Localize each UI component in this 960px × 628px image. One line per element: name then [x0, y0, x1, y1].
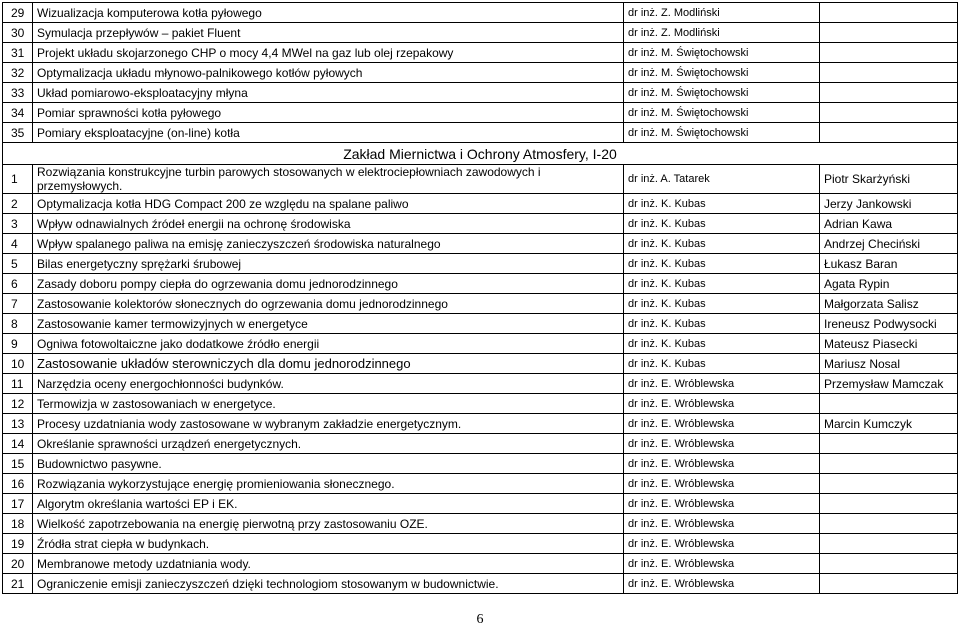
row-number: 11 — [3, 374, 33, 394]
supervisor-cell: dr inż. E. Wróblewska — [624, 514, 820, 534]
supervisor-cell: dr inż. E. Wróblewska — [624, 554, 820, 574]
supervisor-cell: dr inż. E. Wróblewska — [624, 474, 820, 494]
table-row — [3, 514, 958, 534]
topic-cell: Ograniczenie emisji zanieczyszczeń dzięki technologiom stosowanym w budownictwie. — [33, 574, 624, 594]
student-cell — [820, 434, 958, 454]
bottom-rows — [3, 165, 958, 594]
student-cell — [820, 494, 958, 514]
student-cell: Adrian Kawa — [820, 214, 958, 234]
student-cell: Mariusz Nosal — [820, 354, 958, 374]
topic-cell: Pomiar sprawności kotła pyłowego — [33, 103, 624, 123]
table-row — [3, 103, 958, 123]
table-row — [3, 454, 958, 474]
table-row — [3, 23, 958, 43]
row-number: 35 — [3, 123, 33, 143]
topic-cell: Optymalizacja układu młynowo-palnikowego kotłów pyłowych — [33, 63, 624, 83]
student-cell: Piotr Skarżyński — [820, 165, 958, 194]
student-cell — [820, 123, 958, 143]
table-row — [3, 354, 958, 374]
table-row — [3, 294, 958, 314]
table-row — [3, 274, 958, 294]
student-cell: Ireneusz Podwysocki — [820, 314, 958, 334]
supervisor-cell: dr inż. M. Świętochowski — [624, 43, 820, 63]
row-number: 14 — [3, 434, 33, 454]
supervisor-cell: dr inż. E. Wróblewska — [624, 574, 820, 594]
supervisor-cell: dr inż. E. Wróblewska — [624, 434, 820, 454]
topic-cell: Wpływ spalanego paliwa na emisję zanieczyszczeń środowiska naturalnego — [33, 234, 624, 254]
table-row — [3, 574, 958, 594]
topic-cell: Termowizja w zastosowaniach w energetyce. — [33, 394, 624, 414]
row-number: 34 — [3, 103, 33, 123]
student-cell — [820, 23, 958, 43]
student-cell — [820, 474, 958, 494]
supervisor-cell: dr inż. E. Wróblewska — [624, 414, 820, 434]
student-cell — [820, 554, 958, 574]
supervisor-cell: dr inż. M. Świętochowski — [624, 103, 820, 123]
table-row — [3, 43, 958, 63]
supervisor-cell: dr inż. K. Kubas — [624, 314, 820, 334]
topic-cell: Procesy uzdatniania wody zastosowane w wybranym zakładzie energetycznym. — [33, 414, 624, 434]
student-cell: Łukasz Baran — [820, 254, 958, 274]
student-cell — [820, 574, 958, 594]
topic-cell: Pomiary eksploatacyjne (on-line) kotła — [33, 123, 624, 143]
topic-cell: Zastosowanie kamer termowizyjnych w energetyce — [33, 314, 624, 334]
supervisor-cell: dr inż. K. Kubas — [624, 274, 820, 294]
table-row — [3, 394, 958, 414]
top-rows — [3, 3, 958, 143]
topic-cell: Wizualizacja komputerowa kotła pyłowego — [33, 3, 624, 23]
row-number: 12 — [3, 394, 33, 414]
supervisor-cell: dr inż. K. Kubas — [624, 234, 820, 254]
student-cell: Andrzej Checiński — [820, 234, 958, 254]
student-cell: Agata Rypin — [820, 274, 958, 294]
supervisor-cell: dr inż. K. Kubas — [624, 254, 820, 274]
row-number: 3 — [3, 214, 33, 234]
table-row — [3, 534, 958, 554]
row-number: 8 — [3, 314, 33, 334]
supervisor-cell: dr inż. M. Świętochowski — [624, 63, 820, 83]
table-row — [3, 314, 958, 334]
student-cell — [820, 63, 958, 83]
supervisor-cell: dr inż. K. Kubas — [624, 194, 820, 214]
topic-cell: Budownictwo pasywne. — [33, 454, 624, 474]
table-row — [3, 234, 958, 254]
table-row — [3, 165, 958, 194]
thesis-topics-table — [2, 2, 958, 594]
table-row — [3, 123, 958, 143]
table-row — [3, 83, 958, 103]
table-row — [3, 334, 958, 354]
row-number: 32 — [3, 63, 33, 83]
row-number: 18 — [3, 514, 33, 534]
topic-cell: Ogniwa fotowoltaiczne jako dodatkowe źródło energii — [33, 334, 624, 354]
supervisor-cell: dr inż. E. Wróblewska — [624, 394, 820, 414]
topic-cell: Źródła strat ciepła w budynkach. — [33, 534, 624, 554]
supervisor-cell: dr inż. Z. Modliński — [624, 23, 820, 43]
table-row — [3, 414, 958, 434]
row-number: 10 — [3, 354, 33, 374]
student-cell — [820, 43, 958, 63]
table-row — [3, 63, 958, 83]
supervisor-cell: dr inż. E. Wróblewska — [624, 534, 820, 554]
row-number: 17 — [3, 494, 33, 514]
supervisor-cell: dr inż. K. Kubas — [624, 334, 820, 354]
row-number: 20 — [3, 554, 33, 574]
topic-cell: Wielkość zapotrzebowania na energię pierwotną przy zastosowaniu OZE. — [33, 514, 624, 534]
student-cell — [820, 534, 958, 554]
row-number: 13 — [3, 414, 33, 434]
student-cell — [820, 83, 958, 103]
table-row — [3, 474, 958, 494]
supervisor-cell: dr inż. E. Wróblewska — [624, 454, 820, 474]
supervisor-cell: dr inż. M. Świętochowski — [624, 123, 820, 143]
supervisor-cell: dr inż. E. Wróblewska — [624, 374, 820, 394]
page-number: 6 — [476, 612, 484, 627]
topic-cell: Układ pomiarowo-eksploatacyjny młyna — [33, 83, 624, 103]
row-number: 33 — [3, 83, 33, 103]
topic-cell: Zasady doboru pompy ciepła do ogrzewania domu jednorodzinnego — [33, 274, 624, 294]
student-cell — [820, 454, 958, 474]
row-number: 31 — [3, 43, 33, 63]
table-row — [3, 494, 958, 514]
table-row — [3, 254, 958, 274]
row-number: 1 — [3, 165, 33, 194]
student-cell: Małgorzata Salisz — [820, 294, 958, 314]
student-cell — [820, 3, 958, 23]
student-cell: Mateusz Piasecki — [820, 334, 958, 354]
table-row — [3, 434, 958, 454]
student-cell: Jerzy Jankowski — [820, 194, 958, 214]
topic-cell: Membranowe metody uzdatniania wody. — [33, 554, 624, 574]
topic-cell: Projekt układu skojarzonego CHP o mocy 4,4 MWel na gaz lub olej rzepakowy — [33, 43, 624, 63]
topic-cell: Symulacja przepływów – pakiet Fluent — [33, 23, 624, 43]
row-number: 9 — [3, 334, 33, 354]
table-row — [3, 194, 958, 214]
row-number: 29 — [3, 3, 33, 23]
topic-cell: Algorytm określania wartości EP i EK. — [33, 494, 624, 514]
topic-cell: Zastosowanie układów sterowniczych dla domu jednorodzinnego — [33, 354, 624, 374]
topic-cell: Rozwiązania wykorzystujące energię promieniowania słonecznego. — [33, 474, 624, 494]
topic-cell: Wpływ odnawialnych źródeł energii na ochronę środowiska — [33, 214, 624, 234]
section-header-group — [3, 143, 958, 165]
section-title: Zakład Miernictwa i Ochrony Atmosfery, I-20 — [3, 143, 958, 165]
row-number: 4 — [3, 234, 33, 254]
table-row — [3, 554, 958, 574]
row-number: 5 — [3, 254, 33, 274]
table-row — [3, 3, 958, 23]
row-number: 6 — [3, 274, 33, 294]
row-number: 16 — [3, 474, 33, 494]
student-cell: Marcin Kumczyk — [820, 414, 958, 434]
row-number: 30 — [3, 23, 33, 43]
supervisor-cell: dr inż. A. Tatarek — [624, 165, 820, 194]
student-cell — [820, 103, 958, 123]
row-number: 19 — [3, 534, 33, 554]
supervisor-cell: dr inż. K. Kubas — [624, 214, 820, 234]
topic-cell: Narzędzia oceny energochłonności budynków. — [33, 374, 624, 394]
topic-cell: Bilas energetyczny sprężarki śrubowej — [33, 254, 624, 274]
supervisor-cell: dr inż. M. Świętochowski — [624, 83, 820, 103]
row-number: 7 — [3, 294, 33, 314]
table-row — [3, 374, 958, 394]
supervisor-cell: dr inż. E. Wróblewska — [624, 494, 820, 514]
supervisor-cell: dr inż. Z. Modliński — [624, 3, 820, 23]
row-number: 2 — [3, 194, 33, 214]
row-number: 21 — [3, 574, 33, 594]
student-cell — [820, 394, 958, 414]
student-cell — [820, 514, 958, 534]
table-row — [3, 214, 958, 234]
supervisor-cell: dr inż. K. Kubas — [624, 294, 820, 314]
row-number: 15 — [3, 454, 33, 474]
topic-cell: Zastosowanie kolektorów słonecznych do ogrzewania domu jednorodzinnego — [33, 294, 624, 314]
topic-cell: Optymalizacja kotła HDG Compact 200 ze względu na spalane paliwo — [33, 194, 624, 214]
topic-cell: Rozwiązania konstrukcyjne turbin parowych stosowanych w elektrociepłowniach zawodowych i przemysłowych. — [33, 165, 624, 194]
student-cell: Przemysław Mamczak — [820, 374, 958, 394]
supervisor-cell: dr inż. K. Kubas — [624, 354, 820, 374]
topic-cell: Określanie sprawności urządzeń energetycznych. — [33, 434, 624, 454]
